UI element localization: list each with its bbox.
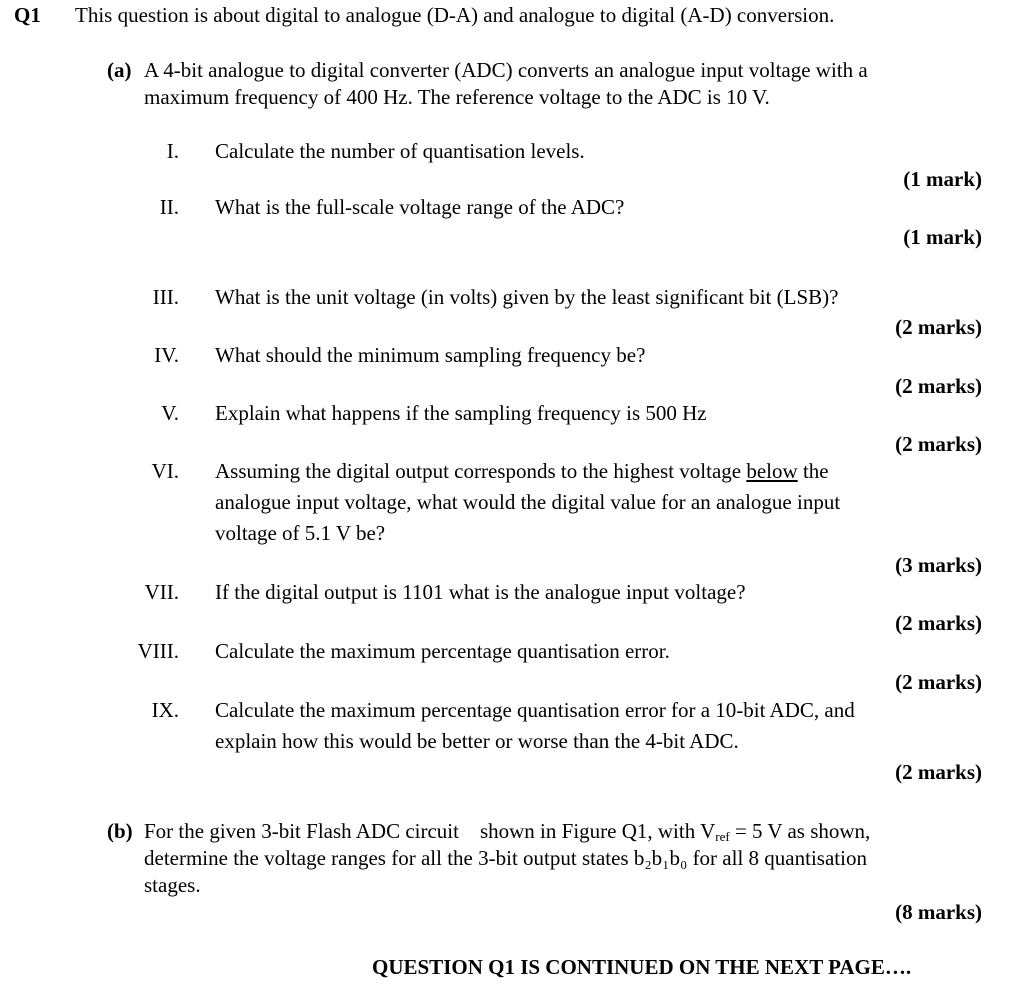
- item-text-i: Calculate the number of quantisation levels.: [215, 139, 585, 163]
- item-text-iv: What should the minimum sampling frequency be?: [215, 343, 646, 367]
- item-number-v: V.: [161, 401, 179, 425]
- item-number-ii: II.: [159, 195, 179, 219]
- question-intro: This question is about digital to analogue (D-A) and analogue to digital (A-D) conversion.: [75, 3, 835, 27]
- part-b-vref-subscript: ref: [715, 829, 730, 844]
- item-text-vi-line-3: voltage of 5.1 V be?: [215, 521, 386, 545]
- item-number-ix: IX.: [151, 698, 179, 722]
- part-b-line-3: stages.: [144, 873, 201, 897]
- part-b-line-1: [144, 821, 870, 843]
- item-number-vi: VI.: [151, 459, 179, 483]
- item-marks-v: (2 marks): [895, 432, 982, 456]
- item-text-iii: What is the unit voltage (in volts) given by the least significant bit (LSB)?: [215, 285, 839, 309]
- part-b-marks: (8 marks): [895, 900, 982, 924]
- item-text-vi-line-1-post: the: [797, 459, 829, 483]
- item-marks-vi: (3 marks): [895, 553, 982, 577]
- item-marks-ix: (2 marks): [895, 760, 982, 784]
- item-number-iii: III.: [152, 285, 179, 309]
- part-a-line-1: A 4-bit analogue to digital converter (ADC) converts an analogue input voltage with a: [144, 58, 868, 82]
- item-number-vii: VII.: [144, 580, 179, 604]
- item-marks-iii: (2 marks): [895, 315, 982, 339]
- part-b-line-1-pre: For the given 3-bit Flash ADC circuit shown in Figure Q1, with V: [144, 819, 716, 843]
- item-marks-vii: (2 marks): [895, 611, 982, 635]
- continued-notice: QUESTION Q1 IS CONTINUED ON THE NEXT PAGE….: [372, 955, 912, 979]
- item-marks-i: (1 mark): [903, 167, 982, 191]
- part-a-line-2: maximum frequency of 400 Hz. The reference voltage to the ADC is 10 V.: [144, 85, 770, 109]
- item-text-vi-line-1-pre: Assuming the digital output corresponds to the highest voltage: [215, 459, 747, 483]
- item-text-viii: Calculate the maximum percentage quantisation error.: [215, 639, 670, 663]
- part-b-label: (b): [107, 819, 133, 843]
- item-text-ix-line-1: Calculate the maximum percentage quantisation error for a 10-bit ADC, and: [215, 698, 855, 722]
- item-marks-iv: (2 marks): [895, 374, 982, 398]
- item-number-i: I.: [166, 139, 179, 163]
- part-b-line-2: determine the voltage ranges for all the 3-bit output states b₂b₁b₀ for all 8 quantisation: [144, 846, 867, 870]
- item-text-v: Explain what happens if the sampling frequency is 500 Hz: [215, 401, 707, 425]
- item-text-ii: What is the full-scale voltage range of the ADC?: [215, 195, 625, 219]
- question-number: Q1: [14, 3, 41, 27]
- item-text-ix-line-2: explain how this would be better or worse than the 4-bit ADC.: [215, 729, 739, 753]
- item-marks-ii: (1 mark): [903, 225, 982, 249]
- item-text-vi-underlined-word: below: [746, 459, 798, 483]
- item-marks-viii: (2 marks): [895, 670, 982, 694]
- part-a-label: (a): [107, 58, 132, 82]
- item-number-iv: IV.: [154, 343, 179, 367]
- item-number-viii: VIII.: [137, 639, 179, 663]
- item-text-vi-line-1: [215, 461, 829, 482]
- item-text-vi-line-2: analogue input voltage, what would the digital value for an analogue input: [215, 490, 841, 514]
- part-b-line-1-post: = 5 V as shown,: [729, 819, 871, 843]
- item-text-vii: If the digital output is 1101 what is the analogue input voltage?: [215, 580, 746, 604]
